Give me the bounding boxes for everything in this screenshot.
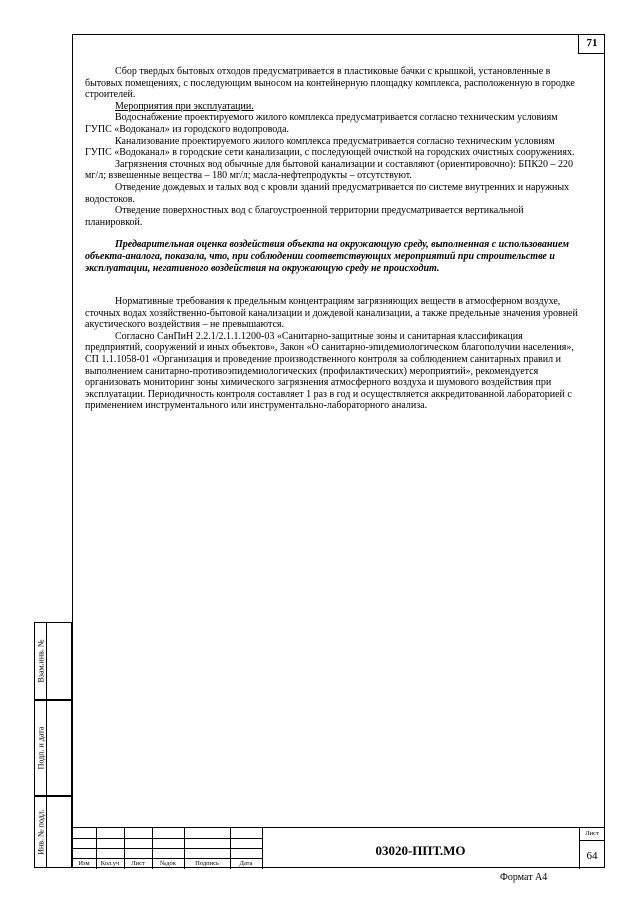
paragraph-rain-drain: Отведение дождевых и талых вод с кровли зданий предусматривается по системе внутренних и наружных водостоков. — [85, 181, 570, 205]
title-block — [72, 827, 605, 868]
header-podpis: Подпись — [195, 860, 219, 867]
paragraph-waste: Сбор твердых бытовых отходов предусматривается в пластиковые бачки с крышкой, установленные в бытовых помещениях, с последующим выносом на контейнерную площадку комплекса, расположенную в городке строителей. — [85, 66, 575, 101]
side-label-inventory: Инв. № подл. — [36, 809, 45, 855]
header-ndok: №док — [160, 860, 176, 867]
paragraph-monitoring: Согласно СанПиН 2.2.1/2.1.1.1200-03 «Санитарно-защитные зоны и санитарная классификация предприятий, сооружений и иных объектов», Закон «О санитарно-эпидемиологическом благополучии населения», СП 1.1.1058-01 «Организация и проведение производственного контроля за соблюдением санитарных правил и выполнением санитарно-противоэпидемиологических (профилактических) мероприятий», рекомендуется организовать мониторинг зоны химического загрязнения атмосферного воздуха и шумового воздействия при эксплуатации. Периодичность контроля составляет 1 раз в год и осуществляется аккредитованной лабораторией с применением инструментального или инструментально-лабораторного анализа. — [85, 330, 574, 412]
paragraph-norms: Нормативные требования к предельным концентрациям загрязняющих веществ в атмосферном воздухе, сточных водах хозяйственно-бытовой канализации и дождевой канализации, а также предельные значения уровней акустического воздействия – не превышаются. — [85, 296, 578, 331]
paragraph-water-supply: Водоснабжение проектируемого жилого комплекса предусматривается согласно техническим условиям ГУПС «Водоканал» из городского водопровода. — [85, 112, 558, 135]
paragraph-sewerage: Канализование проектируемого жилого комплекса предусматривается согласно техническим условиям ГУПС «Водоканал» в городские сети канализации, с последующей очисткой на городских очистных сооружениях. — [85, 135, 575, 159]
header-kolvo: Кол.уч — [100, 860, 120, 867]
side-stamp-inventory — [34, 796, 72, 868]
page-number-top: 71 — [578, 34, 605, 54]
document-body — [85, 66, 580, 412]
section-heading-text: Мероприятия при эксплуатации. — [115, 100, 254, 112]
header-izm: Изм — [78, 860, 90, 867]
side-stamp-replace — [34, 622, 72, 700]
paragraph-surface-water: Отведение поверхностных вод с благоустроенной территории предусматривается вертикальной планировкой. — [85, 205, 524, 228]
section-heading — [85, 101, 580, 113]
sheet-number: 64 — [586, 850, 598, 862]
document-code: 03020-ППТ.МО — [375, 843, 466, 858]
side-stamp-sign — [34, 700, 72, 796]
header-list: Лист — [131, 860, 145, 867]
sheet-label: Лист — [585, 830, 599, 837]
side-label-replace: Взам.инв. № — [36, 639, 45, 683]
paragraph-assessment: Предварительная оценка воздействия объекта на окружающую среду, выполненная с использованием объекта-аналога, показала, что, при соблюдении соответствующих мероприятий при строительстве и эксплуатации, негативного воздействия на окружающую среду не происходит. — [85, 239, 570, 274]
header-data: Дата — [239, 860, 253, 867]
format-label: Формат А4 — [500, 872, 548, 883]
side-label-sign: Подп. и дата — [36, 726, 45, 770]
paragraph-pollution: Загрязнения сточных вод обычные для бытовой канализации и составляют (ориентировочно): БПК20 – 220 мг/л; взвешенные вещества – 180 мг/л; масла-нефтепродукты – отсутствуют. — [85, 158, 574, 182]
